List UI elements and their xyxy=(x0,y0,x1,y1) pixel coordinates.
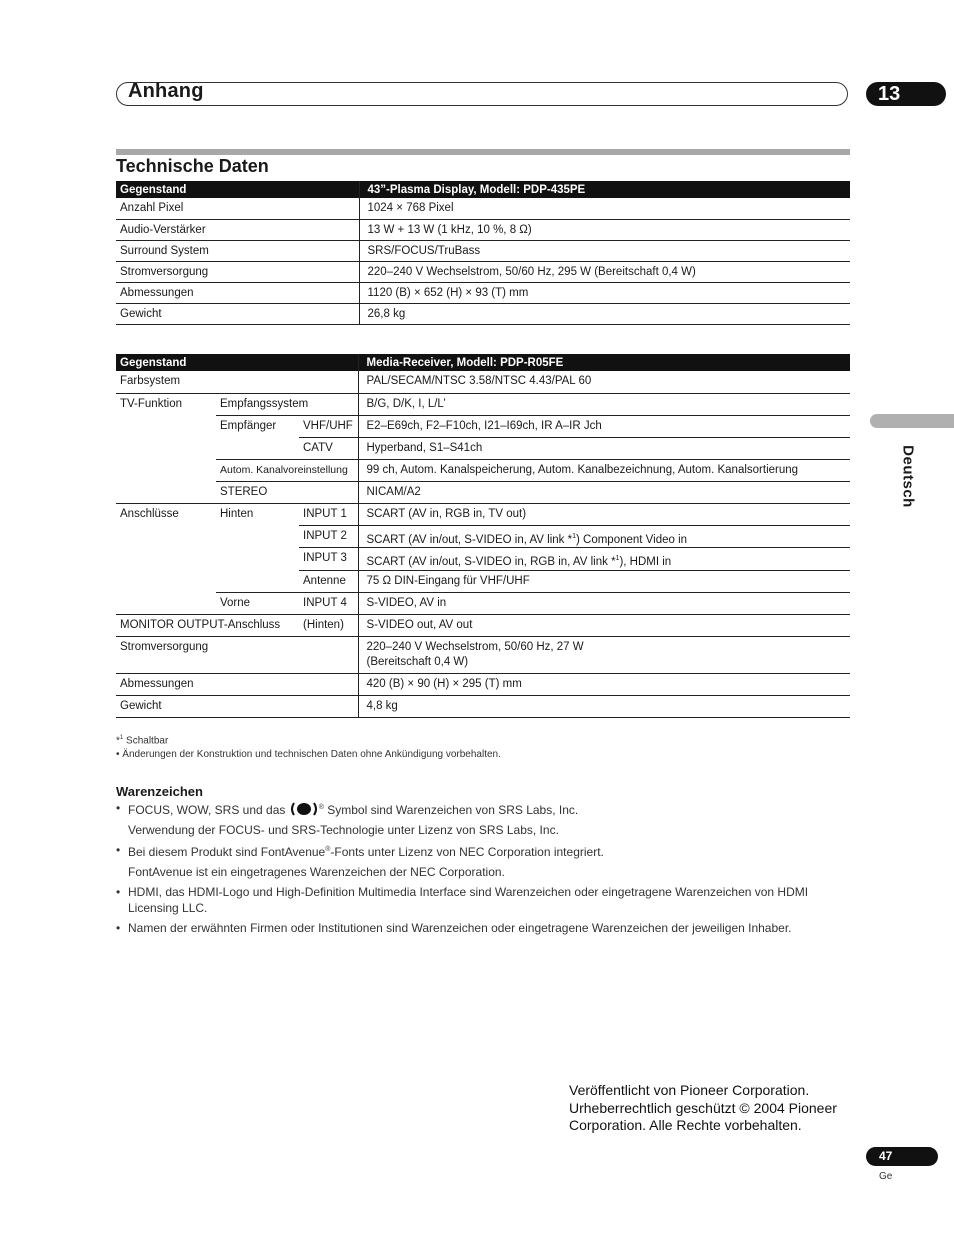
list-item-text: -Fonts unter Lizenz von NEC Corporation integriert. xyxy=(330,845,604,859)
spec-label: Audio-Verstärker xyxy=(116,219,359,240)
srs-logo-icon xyxy=(289,802,319,816)
spec-value: 4,8 kg xyxy=(358,696,850,718)
spec-label: VHF/UHF xyxy=(299,415,358,437)
spec-label: Antenne xyxy=(299,571,358,593)
value-part: SCART (AV in/out, S-VIDEO in, RGB in, AV link * xyxy=(366,556,616,569)
table-row xyxy=(116,503,850,525)
spec-value: NICAM/A2 xyxy=(358,481,850,503)
spec-label: INPUT 1 xyxy=(299,503,358,525)
value-part: ), HDMI in xyxy=(619,556,672,569)
table-row xyxy=(116,637,850,674)
spec-value: S-VIDEO out, AV out xyxy=(358,615,850,637)
table-header-cell: 43”-Plasma Display, Modell: PDP-435PE xyxy=(359,181,850,198)
spec-label: Abmessungen xyxy=(116,282,359,303)
table-header-cell: Gegenstand xyxy=(116,181,359,198)
publisher-line: Corporation. Alle Rechte vorbehalten. xyxy=(569,1117,802,1133)
spec-label: Autom. Kanalvoreinstellung xyxy=(216,459,358,481)
table-row xyxy=(116,303,850,324)
footnote-ref: 1 xyxy=(572,532,576,540)
spec-label: Empfangssystem xyxy=(216,393,358,415)
trademarks-list xyxy=(116,800,850,940)
spec-table-receiver xyxy=(116,354,850,718)
spec-label: (Hinten) xyxy=(299,615,358,637)
spec-label: INPUT 4 xyxy=(299,593,358,615)
language-tab xyxy=(870,414,954,428)
list-item-sub: Verwendung der FOCUS- und SRS-Technologie unter Lizenz von SRS Labs, Inc. xyxy=(128,823,559,837)
table-row xyxy=(116,240,850,261)
spec-value: 420 (B) × 90 (H) × 295 (T) mm xyxy=(358,674,850,696)
spec-subgroup-label: Hinten xyxy=(216,503,299,593)
spec-group-label: TV-Funktion xyxy=(116,393,216,503)
table-row xyxy=(116,615,850,637)
chapter-number-badge: 13 xyxy=(866,82,946,106)
value-part: ) Component Video in xyxy=(576,533,688,546)
list-item xyxy=(116,842,850,860)
table-row xyxy=(116,481,850,503)
table-row xyxy=(116,674,850,696)
table-header-row xyxy=(116,354,850,371)
footnote-ref: 1 xyxy=(615,555,620,563)
spec-value: 13 W + 13 W (1 kHz, 10 %, 8 Ω) xyxy=(359,219,850,240)
table-row xyxy=(116,198,850,219)
spec-subgroup-label: Vorne xyxy=(216,593,299,615)
spec-value: PAL/SECAM/NTSC 3.58/NTSC 4.43/PAL 60 xyxy=(358,371,850,393)
publisher-line: Veröffentlicht von Pioneer Corporation. xyxy=(569,1082,810,1098)
value-line: 220–240 V Wechselstrom, 50/60 Hz, 27 W xyxy=(366,641,584,654)
language-tab-label: Deutsch xyxy=(899,445,917,508)
spec-value: Hyperband, S1–S41ch xyxy=(358,437,850,459)
spec-value xyxy=(358,548,850,571)
change-note-text: Änderungen der Konstruktion und technischen Daten ohne Ankündigung vorbehalten. xyxy=(122,749,501,761)
list-item xyxy=(116,800,850,818)
spec-label: Abmessungen xyxy=(116,674,358,696)
table-header-row xyxy=(116,181,850,198)
spec-label: Gewicht xyxy=(116,303,359,324)
list-item: • HDMI, das HDMI-Logo und High-Definition Multimedia Interface sind Warenzeichen oder eingetragene Warenzeichen von HDMI Licensing LLC. xyxy=(116,884,850,916)
list-item-text: FOCUS, WOW, SRS und das xyxy=(128,803,286,817)
table-row xyxy=(116,415,850,437)
spec-label: Surround System xyxy=(116,240,359,261)
table-row xyxy=(116,282,850,303)
table-row xyxy=(116,371,850,393)
trademarks-title: Warenzeichen xyxy=(116,784,203,799)
table-row xyxy=(116,393,850,415)
chapter-title: Anhang xyxy=(128,80,204,102)
spec-label: Anzahl Pixel xyxy=(116,198,359,219)
table-row xyxy=(116,459,850,481)
table-row xyxy=(116,696,850,718)
list-item-text: Symbol sind Warenzeichen von SRS Labs, Inc. xyxy=(327,803,579,817)
page-number: 47 xyxy=(866,1147,938,1166)
table-row xyxy=(116,261,850,282)
spec-value: 99 ch, Autom. Kanalspeicherung, Autom. Kanalbezeichnung, Autom. Kanalsortierung xyxy=(358,459,850,481)
spec-value: 220–240 V Wechselstrom, 50/60 Hz, 295 W (Bereitschaft 0,4 W) xyxy=(359,261,850,282)
publisher-line: Urheberrechtlich geschützt © 2004 Pioneer xyxy=(569,1099,837,1116)
table-header-cell: Media-Receiver, Modell: PDP-R05FE xyxy=(358,354,850,371)
table-row xyxy=(116,219,850,240)
table-header-cell: Gegenstand xyxy=(116,354,358,371)
spec-value: SCART (AV in, RGB in, TV out) xyxy=(358,503,850,525)
spec-label: Stromversorgung xyxy=(116,637,358,674)
table-row xyxy=(116,593,850,615)
table-notes xyxy=(116,731,850,762)
spec-label: CATV xyxy=(299,437,358,459)
spec-label: Farbsystem xyxy=(116,371,358,393)
spec-label: INPUT 2 xyxy=(299,525,358,548)
spec-label: STEREO xyxy=(216,481,358,503)
spec-value: 75 Ω DIN-Eingang für VHF/UHF xyxy=(358,571,850,593)
spec-value: E2–E69ch, F2–F10ch, I21–I69ch, IR A–IR Jch xyxy=(358,415,850,437)
spec-value: S-VIDEO, AV in xyxy=(358,593,850,615)
spec-value: B/G, D/K, I, L/L’ xyxy=(358,393,850,415)
spec-table-display xyxy=(116,181,850,325)
chapter-header-bar xyxy=(116,82,848,106)
list-item-sub: FontAvenue ist ein eingetragenes Warenzeichen der NEC Corporation. xyxy=(128,865,505,879)
spec-group-label: Anschlüsse xyxy=(116,503,216,615)
spec-value xyxy=(358,525,850,548)
publisher-notice xyxy=(569,1082,859,1135)
spec-label: Stromversorgung xyxy=(116,261,359,282)
footnote-sup: 1 xyxy=(119,735,124,741)
footnote xyxy=(116,731,850,748)
value-part: SCART (AV in/out, S-VIDEO in, AV link * xyxy=(366,533,573,546)
value-line: (Bereitschaft 0,4 W) xyxy=(366,656,469,669)
spec-value: 26,8 kg xyxy=(359,303,850,324)
spec-value: 1024 × 768 Pixel xyxy=(359,198,850,219)
spec-label: INPUT 3 xyxy=(299,548,358,571)
list-item-text: Bei diesem Produkt sind FontAvenue xyxy=(128,845,326,859)
footnote-mark: * xyxy=(116,735,120,747)
change-note: • Änderungen der Konstruktion und technischen Daten ohne Ankündigung vorbehalten. xyxy=(116,749,501,761)
list-item: • Namen der erwähnten Firmen oder Institutionen sind Warenzeichen oder eingetragene Warenzeichen der jeweiligen Inhaber. xyxy=(116,920,850,936)
footnote-text: Schaltbar xyxy=(126,735,169,747)
spec-value xyxy=(358,637,850,674)
language-code: Ge xyxy=(879,1171,893,1182)
registered-mark: ® xyxy=(318,804,324,811)
spec-label: MONITOR OUTPUT-Anschluss xyxy=(116,615,299,637)
spec-value: SRS/FOCUS/TruBass xyxy=(359,240,850,261)
spec-subgroup-label: Empfänger xyxy=(216,415,299,459)
registered-mark: ® xyxy=(325,846,331,853)
section-divider xyxy=(116,149,850,155)
spec-label: Gewicht xyxy=(116,696,358,718)
section-title: Technische Daten xyxy=(116,156,269,176)
spec-value: 1120 (B) × 652 (H) × 93 (T) mm xyxy=(359,282,850,303)
